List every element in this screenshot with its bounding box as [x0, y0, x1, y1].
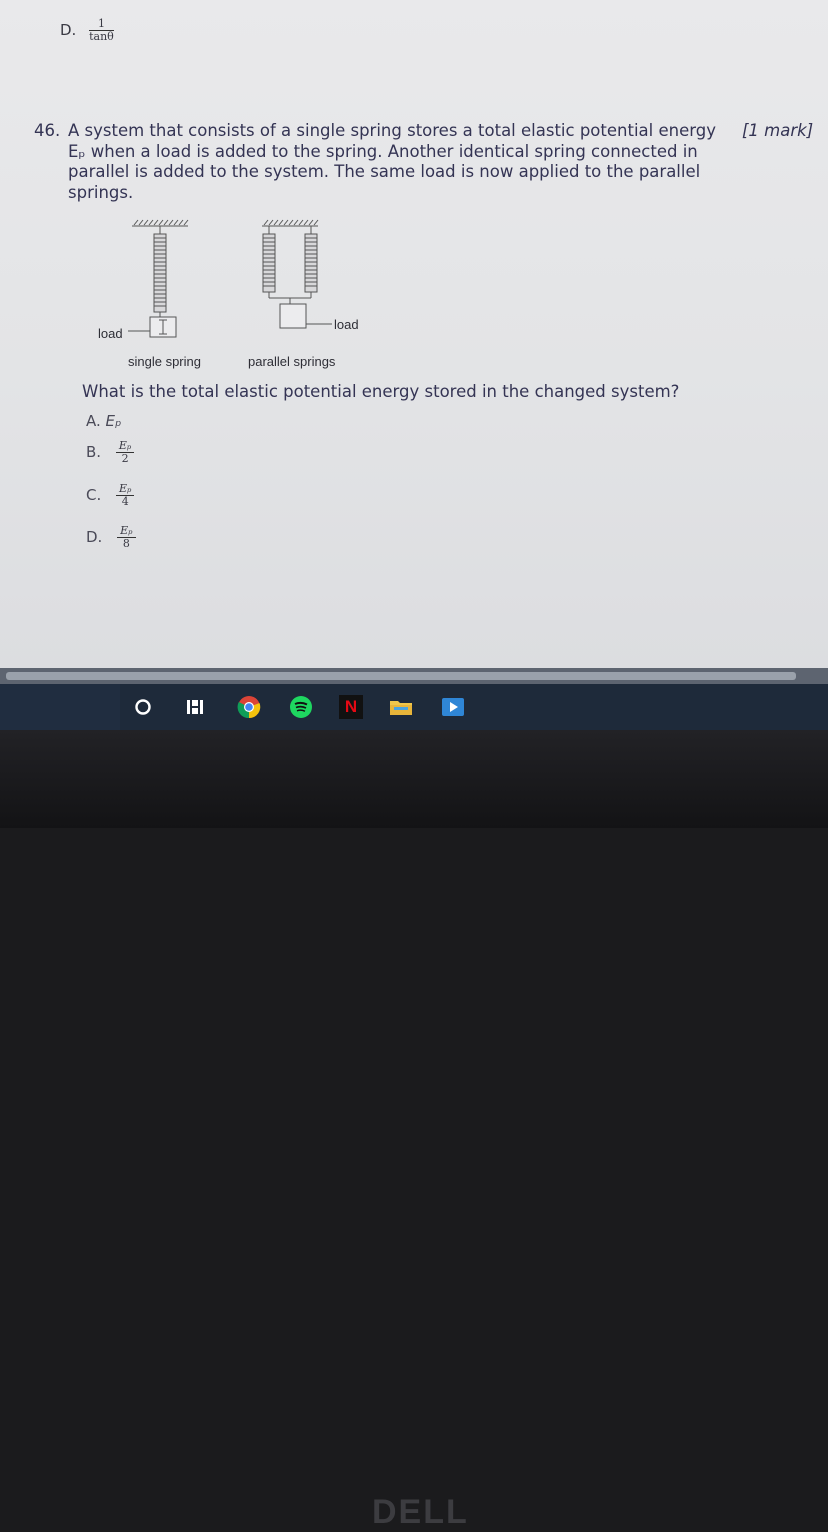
parallel-load-box — [280, 304, 306, 328]
horizontal-scrollbar[interactable] — [0, 668, 828, 684]
choice-text: Eₚ — [105, 412, 122, 430]
previous-question-choice-d[interactable] — [60, 18, 114, 43]
cortana-icon[interactable] — [130, 694, 156, 720]
laptop-bezel — [0, 730, 828, 1531]
parallel-connector — [269, 292, 311, 304]
question-mark-value: [1 mark] — [742, 121, 814, 140]
fraction-denominator: 4 — [121, 494, 129, 508]
fraction-numerator: 1 — [89, 18, 114, 31]
chrome-icon[interactable] — [236, 694, 262, 720]
choice-b[interactable] — [86, 440, 134, 465]
dell-logo: DELL — [372, 1493, 469, 1531]
media-player-icon[interactable] — [440, 694, 466, 720]
fraction-numerator: Eₚ — [117, 525, 135, 538]
netflix-letter: N — [344, 697, 358, 716]
fraction-denominator: tanθ — [89, 29, 114, 43]
fraction-numerator: Eₚ — [116, 483, 134, 496]
task-view-icon[interactable] — [183, 694, 209, 720]
question-prompt: What is the total elastic potential energy stored in the changed system? — [82, 382, 680, 401]
choice-letter: C. — [86, 485, 102, 504]
choice-d[interactable] — [86, 525, 136, 550]
fraction — [89, 18, 114, 43]
parallel-spring-right — [305, 226, 317, 292]
choice-letter: D. — [60, 20, 77, 39]
single-load-box — [150, 317, 176, 337]
single-spring — [154, 226, 166, 317]
spotify-icon[interactable] — [288, 694, 314, 720]
load-label-right: load — [334, 317, 359, 332]
choice-letter: A. — [86, 412, 101, 430]
parallel-spring-left — [263, 226, 275, 292]
choice-c[interactable] — [86, 483, 134, 508]
file-explorer-icon[interactable] — [388, 694, 414, 720]
question-number: 46. — [34, 121, 61, 140]
taskbar-start-area — [0, 684, 120, 730]
single-spring-ceiling — [132, 220, 188, 226]
fraction-numerator: Eₚ — [116, 440, 134, 453]
parallel-spring-ceiling — [262, 220, 318, 226]
netflix-icon[interactable] — [338, 694, 364, 720]
fraction-denominator: 8 — [122, 536, 130, 550]
fraction — [116, 483, 134, 508]
fraction — [116, 440, 134, 465]
fraction-denominator: 2 — [121, 451, 129, 465]
caption-parallel-springs: parallel springs — [248, 354, 336, 369]
choice-letter: D. — [86, 527, 103, 546]
taskbar — [0, 684, 828, 730]
spring-diagram — [90, 210, 390, 370]
choice-letter: B. — [86, 442, 102, 461]
question-text: A system that consists of a single spring stores a total elastic potential energy Eₚ when a load is added to the spring. Another identical spring connected in parallel is added to the system. The same load is now applied to the parallel springs. — [68, 121, 716, 202]
scrollbar-thumb[interactable] — [6, 672, 796, 680]
load-label-left: load — [98, 326, 123, 341]
choice-a[interactable] — [86, 412, 121, 430]
fraction — [117, 525, 135, 550]
browser-page — [0, 0, 828, 670]
caption-single-spring: single spring — [128, 354, 201, 369]
